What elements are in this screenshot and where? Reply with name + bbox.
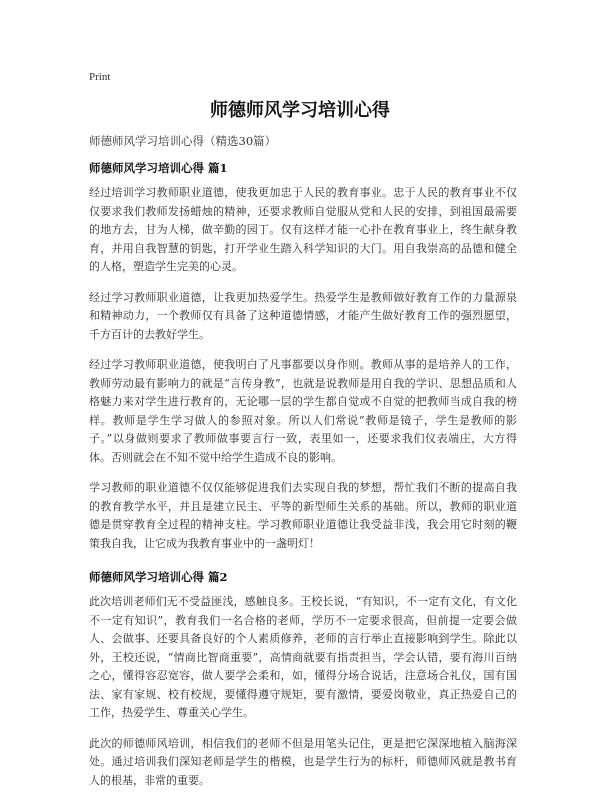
section-heading: 师德师风学习培训心得 篇2 <box>89 570 228 584</box>
paragraph: 此次的师德师风培训，相信我们的老师不但是用笔头记住，更是把它深深地植入脑海深处。通过培训我们深知老师是学生的楷模，也是学生行为的标杆，师德师风就是教书育人的根基，非常的重要。 <box>89 736 517 787</box>
paragraph: 经过培训学习教师职业道德，使我更加忠于人民的教育事业。忠于人民的教育事业不仅仅要求我们教师发扬蜡烛的精神，还要求教师自觉服从党和人民的安排，到祖国最需要的地方去，甘为人梯，做辛勤的园丁。仅有这样才能一心扑在教育事业上，终生献身教育，并用自我智慧的钥匙，打开学业生踏入科学知识的大门。用自我崇高的品德和健全的人格，塑造学生完美的心灵。 <box>89 186 517 273</box>
paragraph: 经过学习教师职业道德，使我明白了凡事都要以身作则。教师从事的是培养人的工作，教师劳动最有影响力的就是“言传身教”，也就是说教师是用自我的学识、思想品质和人格魅力来对学生进行教育的，无论哪一层的学生都自觉或不自觉的把教师当成自我的榜样。教师是学生学习做人的参照对象。所以人们常说“教师是镜子，学生是教师的影子。”以身做则要求了教师做事要言行一致，表里如一，还要求我们仪表端庄，大方得体。否则就会在不知不觉中给学生造成不良的影响。 <box>89 358 517 464</box>
section-heading: 师德师风学习培训心得 篇1 <box>89 161 228 175</box>
article-body <box>89 160 517 802</box>
paragraph: 此次培训老师们无不受益匪浅，感触良多。王校长说，“有知识，不一定有文化，有文化不一定有知识”，教育我们一名合格的老师，学历不一定要求很高，但前提一定要会做人、会做事、还要具备良好的个人素质修养，老师的言行举止直接影响到学生。除此以外，王校还说，“情商比智商重要”，高情商就要有指责担当，学会认错，要有海川百纳之心，懂得容忍宽容，做人要学会柔和，如，懂得分场合说话，注意场合礼仪，国有国法、家有家规、校有校规，要懂得遵守规矩，要有激情，要爱岗敬业，真正热爱自己的工作，热爱学生、尊重关心学生。 <box>89 595 517 719</box>
page-title: 师德师风学习培训心得 <box>210 100 390 121</box>
paragraph: 经过学习教师职业道德，让我更加热爱学生。热爱学生是教师做好教育工作的力量源泉和精神动力，一个教师仅有具备了这种道德情感，才能产生做好教育工作的强烈愿望，千方百计的去教好学生。 <box>89 290 517 341</box>
print-link[interactable]: Print <box>89 71 111 83</box>
page-subtitle: 师德师风学习培训心得（精选30篇） <box>89 134 277 148</box>
paragraph: 学习教师的职业道德不仅仅能够促进我们去实现自我的梦想，帮忙我们不断的提高自我的教育教学水平，并且是建立民主、平等的新型师生关系的基础。所以，教师的职业道德是贯穿教育全过程的精神支柱。学习教师职业道德让我受益非浅，我会用它时刻的鞭策我自我，让它成为我教育事业中的一盏明灯！ <box>89 481 517 550</box>
